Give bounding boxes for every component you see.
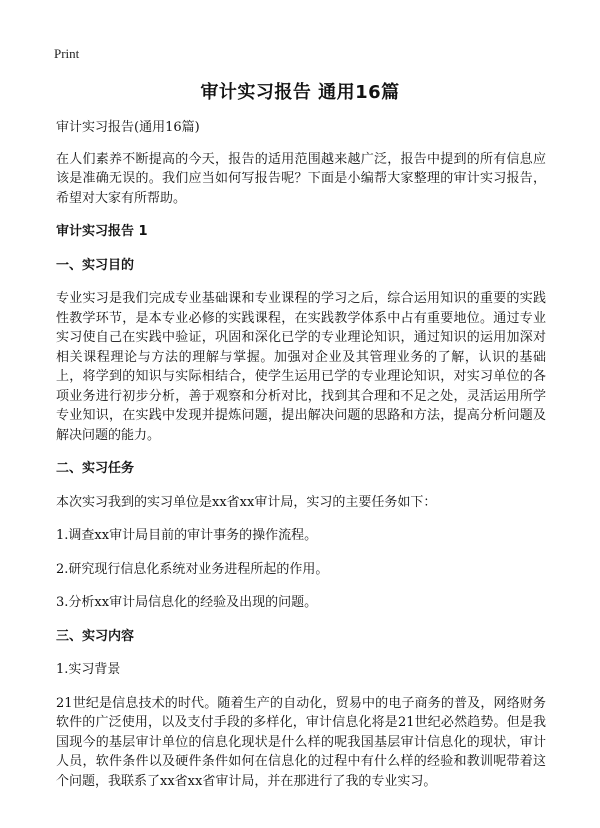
document-subtitle: 审计实习报告(通用16篇) [56, 120, 200, 135]
intro-paragraph: 在人们素养不断提高的今天，报告的适用范围越来越广泛，报告中提到的所有信息应该是准确无误的。我们应当如何写报告呢？下面是小编帮大家整理的审计实习报告，希望对大家有所帮助。 [56, 151, 546, 206]
section1-paragraph: 专业实习是我们完成专业基础课和专业课程的学习之后，综合运用知识的重要的实践性教学环节，是本专业必修的实践课程，在实践教学体系中占有重要地位。通过专业实习使自己在实践中验证，巩固和深化已学的专业理论知识，通过知识的运用加深对相关课程理论与方法的理解与掌握。加强对企业及其管理业务的了解，认识的基础上，将学到的知识与实际相结合，使学生运用已学的专业理论知识，对实习单位的各项业务进行初步分析，善于观察和分析对比，找到其合理和不足之处，灵活运用所学专业知识，在实践中发现并提炼问题，提出解决问题的思路和方法，提高分析问题及解决问题的能力。 [56, 291, 546, 443]
list-item: 3.分析xx审计局信息化的经验及出现的问题。 [56, 595, 318, 610]
print-link[interactable]: Print [54, 46, 80, 61]
section2-heading: 二、实习任务 [56, 461, 135, 476]
section1-heading: 一、实习目的 [56, 257, 135, 273]
document-title: 审计实习报告 通用16篇 [200, 82, 400, 103]
document-body [56, 118, 546, 805]
list-item: 1.调查xx审计局目前的审计事务的操作流程。 [56, 528, 318, 543]
section3-subheading: 1.实习背景 [56, 662, 121, 677]
report-heading: 审计实习报告 1 [56, 224, 148, 239]
section3-paragraph: 21世纪是信息技术的时代。随着生产的自动化，贸易中的电子商务的普及，网络财务软件的广泛使用，以及支付手段的多样化，审计信息化将是21世纪必然趋势。但是我国现今的基层审计单位的信息化现状是什么样的呢我国基层审计信息化的现状，审计人员，软件条件以及硬件条件如何在信息化的过程中有什么样的经验和教训呢带着这个问题，我联系了xx省xx省审计局，并在那进行了我的专业实习。 [56, 695, 546, 789]
section3-heading: 三、实习内容 [56, 628, 135, 644]
list-item: 2.研究现行信息化系统对业务进程所起的作用。 [56, 561, 329, 577]
section2-intro: 本次实习我到的实习单位是xx省xx审计局，实习的主要任务如下： [56, 494, 437, 510]
